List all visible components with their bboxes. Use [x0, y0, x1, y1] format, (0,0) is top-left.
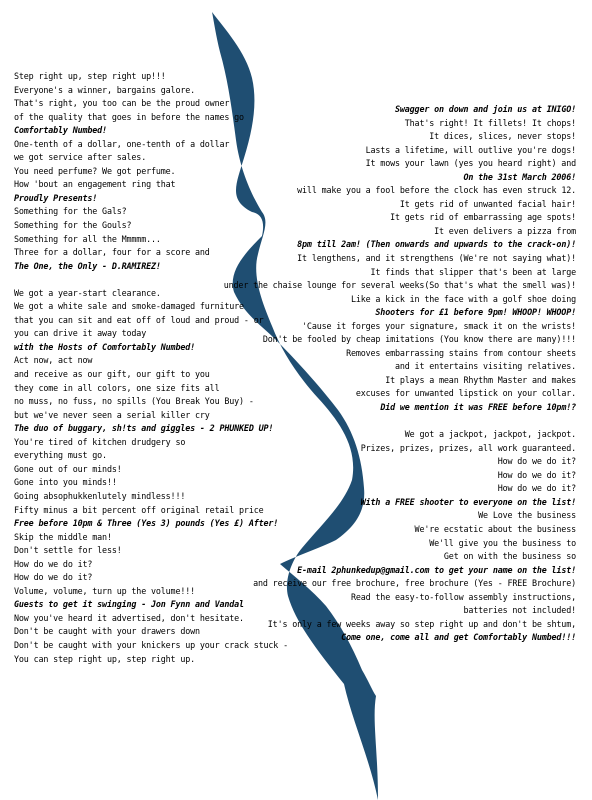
- left-text-line: Proudly Presents!: [14, 192, 98, 203]
- right-text-line: Removes embarrassing stains from contour sheets: [346, 347, 576, 358]
- left-text-line: Act now, act now: [14, 355, 93, 366]
- left-text-line: Fifty minus a bit percent off original retail price: [14, 504, 264, 515]
- left-text-line: Gone into you minds!!: [14, 477, 117, 488]
- right-text-line: It gets rid of unwanted facial hair!: [399, 198, 576, 209]
- right-text-line: Like a kick in the face with a golf shoe doing: [350, 293, 576, 304]
- left-text-line: with the Hosts of Comfortably Numbed!: [14, 341, 196, 352]
- left-text-line: everything must go.: [14, 450, 107, 461]
- right-text-line: batteries not included!: [463, 605, 576, 616]
- right-text-line: Did we mention it was FREE before 10pm!?: [380, 402, 576, 413]
- left-text-line: we got service after sales.: [14, 152, 147, 163]
- right-text-line: It's only a few weeks away so step right up and don't be shtum,: [267, 618, 576, 629]
- right-text-line: It dices, slices, never stops!: [429, 131, 576, 142]
- left-text-line: How 'bout an engagement ring that: [14, 179, 176, 190]
- right-text-line: How do we do it?: [497, 469, 576, 480]
- right-text-line: excuses for unwanted lipstick on your collar.: [355, 388, 576, 399]
- right-text-line: will make you a fool before the clock has even struck 12.: [297, 185, 576, 196]
- right-text-line: [156, 415, 576, 429]
- right-text-line: under the chaise lounge for several weeks(So that's what the smell was)!: [223, 280, 576, 291]
- right-text-line: Swagger on down and join us at INIGO!: [394, 104, 576, 114]
- right-text-column: [156, 103, 576, 645]
- left-text-line: you can drive it away today: [14, 328, 147, 339]
- left-text-line: Step right up, step right up!!!: [14, 71, 166, 81]
- right-text-line: Come one, come all and get Comfortably Numbed!!!: [341, 632, 576, 643]
- left-text-line: they come in all colors, one size fits all: [14, 382, 220, 393]
- right-text-line: It finds that slipper that's been at large: [370, 266, 576, 277]
- left-text-line: Something for the Gouls?: [14, 220, 132, 231]
- right-text-line: That's right! It fillets! It chops!: [404, 117, 576, 128]
- right-text-line: How do we do it?: [497, 483, 576, 494]
- left-text-line: Everyone's a winner, bargains galore.: [14, 84, 196, 95]
- left-text-line: Something for the Gals?: [14, 206, 127, 217]
- right-text-line: We'll give you the business to: [429, 537, 576, 548]
- right-text-line: Lasts a lifetime, will outlive you're dogs!: [365, 144, 576, 155]
- left-text-line: Skip the middle man!: [14, 531, 112, 542]
- left-text-line: of the quality that goes in before the names go: [14, 111, 244, 122]
- right-text-line: With a FREE shooter to everyone on the list!: [360, 496, 576, 507]
- right-text-line: It plays a mean Rhythm Master and makes: [385, 374, 576, 385]
- right-text-line: We Love the business: [478, 510, 576, 521]
- left-text-line: and receive as our gift, our gift to you: [14, 369, 210, 380]
- right-text-line: Read the easy-to-follow assembly instructions,: [350, 591, 576, 602]
- right-text-line: 'Cause it forges your signature, smack it on the wrists!: [302, 320, 576, 331]
- right-text-line: and it entertains visiting relatives.: [394, 361, 576, 372]
- left-text-line: Don't be caught with your knickers up your crack stuck -: [14, 639, 288, 650]
- left-text-line: Gone out of our minds!: [14, 463, 122, 474]
- right-text-line: We're ecstatic about the business: [414, 523, 576, 534]
- left-text-line: but we've never seen a serial killer cry: [14, 409, 210, 420]
- left-text-line: Now you've heard it advertised, don't hesitate.: [14, 612, 244, 623]
- left-text-line: Free before 10pm & Three (Yes 3) pounds (Yes £) After!: [14, 518, 279, 529]
- left-text-line: Comfortably Numbed!: [14, 125, 107, 136]
- right-text-line: It mows your lawn (yes you heard right) and: [365, 158, 576, 169]
- left-text-line: no muss, no fuss, no spills (You Break You Buy) -: [14, 396, 254, 407]
- left-text-line: We got a year-start clearance.: [14, 287, 161, 298]
- right-text-line: How do we do it?: [497, 456, 576, 467]
- left-text-line: Three for a dollar, four for a score and: [14, 247, 210, 258]
- right-text-line: It gets rid of embarrassing age spots!: [390, 212, 576, 223]
- left-text-line: We got a white sale and smoke-damaged furniture: [14, 301, 244, 312]
- left-text-line: How do we do it?: [14, 558, 93, 569]
- left-text-line: Something for all the Mmmmm...: [14, 233, 161, 244]
- left-text-line: Going absophukkenlutely mindless!!!: [14, 490, 186, 501]
- right-text-line: Don't be fooled by cheap imitations (You know there are many)!!!: [262, 334, 576, 345]
- left-text-line: Guests to get it swinging - Jon Fynn and Vandal: [14, 599, 244, 610]
- left-text-line: The One, the Only - D.RAMIREZ!: [14, 260, 161, 271]
- left-text-line: That's right, you too can be the proud owner: [14, 98, 230, 109]
- right-text-line: Get on with the business so: [443, 551, 576, 562]
- left-text-line: Don't settle for less!: [14, 545, 122, 556]
- left-text-line: How do we do it?: [14, 572, 93, 583]
- right-text-line: E-mail 2phunkedup@gmail.com to get your name on the list!: [297, 564, 576, 575]
- left-text-line: Volume, volume, turn up the volume!!!: [14, 585, 196, 596]
- left-text-line: that you can sit and eat off of loud and proud - or: [14, 314, 264, 325]
- left-text-line: You need perfume? We got perfume.: [14, 165, 176, 176]
- right-text-line: 8pm till 2am! (Then onwards and upwards to the crack-on)!: [297, 239, 576, 250]
- right-text-line: It even delivers a pizza from: [434, 225, 576, 236]
- right-text-line: Shooters for £1 before 9pm! WHOOP! WHOOP!: [375, 307, 576, 318]
- right-text-line: We got a jackpot, jackpot, jackpot.: [404, 429, 576, 440]
- left-text-line: One-tenth of a dollar, one-tenth of a dollar: [14, 138, 230, 149]
- right-text-line: On the 31st March 2006!: [463, 171, 576, 182]
- left-text-line: You're tired of kitchen drudgery so: [14, 436, 186, 447]
- right-text-line: Prizes, prizes, prizes, all work guaranteed.: [360, 442, 576, 453]
- left-text-line: Don't be caught with your drawers down: [14, 626, 200, 637]
- left-text-line: The duo of buggary, sh!ts and giggles - 2 PHUNKED UP!: [14, 423, 274, 434]
- left-text-line: You can step right up, step right up.: [14, 653, 196, 664]
- right-text-line: and receive our free brochure, free brochure (Yes - FREE Brochure): [253, 578, 576, 589]
- right-text-line: It lengthens, and it strengthens (We're not saying what)!: [297, 253, 576, 264]
